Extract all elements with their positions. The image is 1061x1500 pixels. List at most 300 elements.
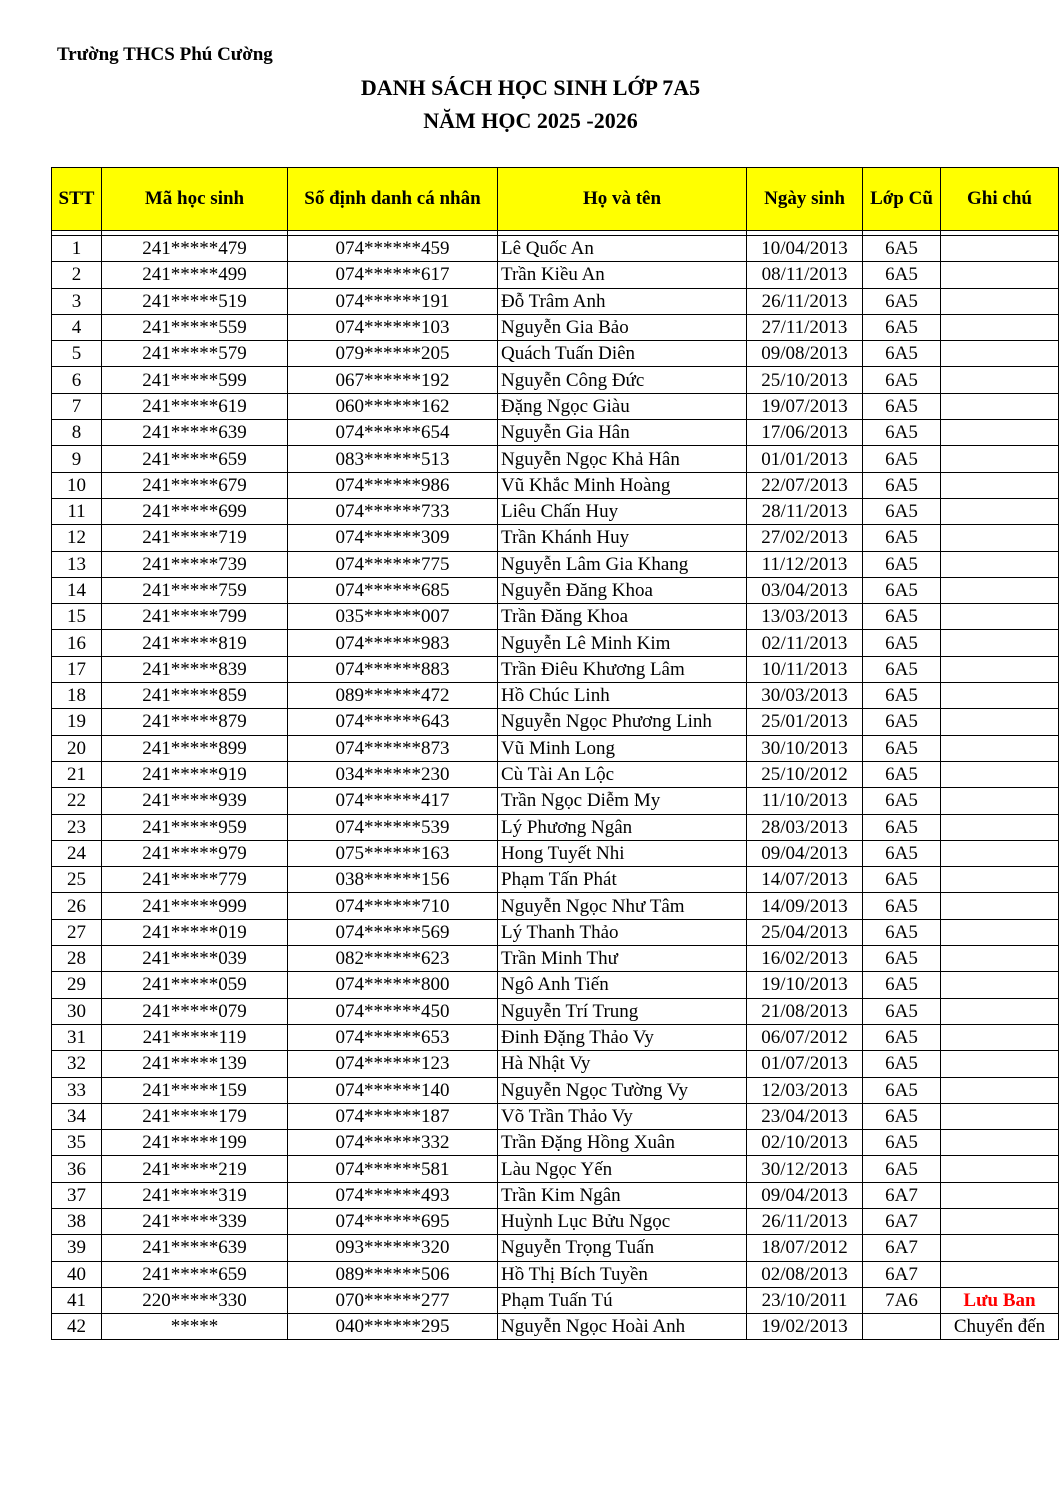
name-cell: Trần Kiều An [498,262,747,288]
table-row [52,946,1059,972]
student-id-cell: 241*****859 [102,683,288,709]
stt-cell: 38 [52,1208,102,1234]
old-class-cell: 6A7 [863,1235,941,1261]
old-class-cell: 6A7 [863,1182,941,1208]
student-id-cell: 241*****879 [102,709,288,735]
stt-cell: 19 [52,709,102,735]
note-cell [941,604,1059,630]
name-cell: Đinh Đặng Thảo Vy [498,1024,747,1050]
student-id-cell: 241*****999 [102,893,288,919]
personal-id-cell: 034******230 [288,761,498,787]
school-year: NĂM HỌC 2025 -2026 [423,108,638,133]
table-row [52,788,1059,814]
personal-id-cell: 074******569 [288,919,498,945]
student-id-cell: 241*****319 [102,1182,288,1208]
birth-date-cell: 21/08/2013 [747,998,863,1024]
note-cell [941,867,1059,893]
name-cell: Phạm Tấn Phát [498,867,747,893]
note-cell [941,420,1059,446]
old-class-cell: 6A5 [863,288,941,314]
old-class-cell: 6A5 [863,604,941,630]
student-id-cell: 241*****639 [102,420,288,446]
note-cell [941,840,1059,866]
note-cell [941,761,1059,787]
name-cell: Trần Đặng Hồng Xuân [498,1130,747,1156]
name-cell: Trần Khánh Huy [498,525,747,551]
birth-date-cell: 28/03/2013 [747,814,863,840]
student-id-cell: 241*****019 [102,919,288,945]
col-header-student-id: Mã học sinh [102,168,288,231]
student-id-cell: 241*****819 [102,630,288,656]
birth-date-cell: 08/11/2013 [747,262,863,288]
stt-cell: 30 [52,998,102,1024]
birth-date-cell: 16/02/2013 [747,946,863,972]
stt-cell: 28 [52,946,102,972]
name-cell: Nguyễn Ngọc Hoài Anh [498,1314,747,1340]
table-row [52,393,1059,419]
table-row [52,577,1059,603]
old-class-cell: 6A5 [863,630,941,656]
personal-id-cell: 074******539 [288,814,498,840]
student-id-cell: 241*****979 [102,840,288,866]
birth-date-cell: 09/04/2013 [747,840,863,866]
student-id-cell: 241*****579 [102,341,288,367]
old-class-cell: 6A7 [863,1208,941,1234]
name-cell: Nguyễn Lê Minh Kim [498,630,747,656]
old-class-cell: 6A5 [863,919,941,945]
note-cell [941,288,1059,314]
table-row [52,262,1059,288]
birth-date-cell: 02/10/2013 [747,1130,863,1156]
old-class-cell: 6A5 [863,498,941,524]
birth-date-cell: 02/08/2013 [747,1261,863,1287]
student-id-cell: 241*****519 [102,288,288,314]
table-row [52,1261,1059,1287]
table-row [52,604,1059,630]
name-cell: Nguyễn Công Đức [498,367,747,393]
note-cell [941,683,1059,709]
old-class-cell: 6A5 [863,709,941,735]
personal-id-cell: 089******472 [288,683,498,709]
birth-date-cell: 26/11/2013 [747,1208,863,1234]
birth-date-cell: 19/07/2013 [747,393,863,419]
student-id-cell: 241*****039 [102,946,288,972]
birth-date-cell: 28/11/2013 [747,498,863,524]
stt-cell: 11 [52,498,102,524]
old-class-cell: 6A5 [863,1156,941,1182]
name-cell: Võ Trần Thảo Vy [498,1103,747,1129]
table-row [52,683,1059,709]
table-row [52,1156,1059,1182]
birth-date-cell: 19/02/2013 [747,1314,863,1340]
table-row [52,998,1059,1024]
birth-date-cell: 23/10/2011 [747,1287,863,1313]
stt-cell: 34 [52,1103,102,1129]
student-id-cell: 241*****659 [102,1261,288,1287]
table-row [52,1314,1059,1340]
old-class-cell: 6A5 [863,1103,941,1129]
note-cell [941,577,1059,603]
table-row [52,341,1059,367]
stt-cell: 13 [52,551,102,577]
name-cell: Nguyễn Ngọc Khả Hân [498,446,747,472]
table-row [52,288,1059,314]
student-id-cell: 241*****779 [102,867,288,893]
stt-cell: 33 [52,1077,102,1103]
table-row [52,840,1059,866]
old-class-cell: 6A5 [863,525,941,551]
birth-date-cell: 25/10/2012 [747,761,863,787]
student-id-cell: 241*****939 [102,788,288,814]
student-id-cell: 241*****659 [102,446,288,472]
stt-cell: 35 [52,1130,102,1156]
old-class-cell: 7A6 [863,1287,941,1313]
old-class-cell: 6A5 [863,262,941,288]
stt-cell: 14 [52,577,102,603]
stt-cell: 22 [52,788,102,814]
note-cell [941,946,1059,972]
name-cell: Trần Minh Thư [498,946,747,972]
table-row [52,472,1059,498]
name-cell: Vũ Minh Long [498,735,747,761]
student-id-cell: 241*****119 [102,1024,288,1050]
note-cell [941,1103,1059,1129]
personal-id-cell: 075******163 [288,840,498,866]
old-class-cell: 6A5 [863,656,941,682]
old-class-cell: 6A5 [863,840,941,866]
student-id-cell: 241*****739 [102,551,288,577]
student-id-cell: 241*****079 [102,998,288,1024]
stt-cell: 1 [52,236,102,262]
table-row [52,814,1059,840]
old-class-cell: 6A5 [863,735,941,761]
name-cell: Nguyễn Gia Bảo [498,314,747,340]
table-row [52,630,1059,656]
personal-id-cell: 074******654 [288,420,498,446]
stt-cell: 23 [52,814,102,840]
birth-date-cell: 30/03/2013 [747,683,863,709]
name-cell: Hong Tuyết Nhi [498,840,747,866]
student-id-cell: 241*****719 [102,525,288,551]
name-cell: Đặng Ngọc Giàu [498,393,747,419]
personal-id-cell: 074******883 [288,656,498,682]
name-cell: Nguyễn Gia Hân [498,420,747,446]
note-cell [941,735,1059,761]
note-cell [941,367,1059,393]
birth-date-cell: 30/10/2013 [747,735,863,761]
stt-cell: 10 [52,472,102,498]
stt-cell: 6 [52,367,102,393]
personal-id-cell: 074******332 [288,1130,498,1156]
personal-id-cell: 093******320 [288,1235,498,1261]
student-table [51,167,1059,1340]
personal-id-cell: 060******162 [288,393,498,419]
table-row [52,498,1059,524]
stt-cell: 9 [52,446,102,472]
birth-date-cell: 09/04/2013 [747,1182,863,1208]
student-id-cell: 241*****799 [102,604,288,630]
stt-cell: 7 [52,393,102,419]
birth-date-cell: 17/06/2013 [747,420,863,446]
personal-id-cell: 074******191 [288,288,498,314]
col-header-personal-id: Số định danh cá nhân [288,168,498,231]
name-cell: Huỳnh Lục Bửu Ngọc [498,1208,747,1234]
note-cell [941,1077,1059,1103]
stt-cell: 12 [52,525,102,551]
old-class-cell: 6A5 [863,788,941,814]
student-id-cell: 241*****959 [102,814,288,840]
name-cell: Liêu Chấn Huy [498,498,747,524]
stt-cell: 40 [52,1261,102,1287]
name-cell: Nguyễn Đăng Khoa [498,577,747,603]
col-header-birth-date: Ngày sinh [747,168,863,231]
student-id-cell: 241*****499 [102,262,288,288]
name-cell: Ngô Anh Tiến [498,972,747,998]
col-header-old-class: Lớp Cũ [863,168,941,231]
birth-date-cell: 25/04/2013 [747,919,863,945]
old-class-cell: 6A5 [863,1077,941,1103]
table-row [52,1077,1059,1103]
note-cell: Lưu Ban [941,1287,1059,1313]
student-id-cell: ***** [102,1314,288,1340]
student-id-cell: 241*****219 [102,1156,288,1182]
table-row [52,1103,1059,1129]
note-cell [941,472,1059,498]
personal-id-cell: 074******450 [288,998,498,1024]
note-cell [941,1130,1059,1156]
birth-date-cell: 14/09/2013 [747,893,863,919]
old-class-cell: 6A5 [863,1130,941,1156]
name-cell: Nguyễn Trọng Tuấn [498,1235,747,1261]
stt-cell: 24 [52,840,102,866]
old-class-cell: 6A5 [863,341,941,367]
stt-cell: 3 [52,288,102,314]
table-row [52,1182,1059,1208]
birth-date-cell: 18/07/2012 [747,1235,863,1261]
name-cell: Trần Điêu Khương Lâm [498,656,747,682]
old-class-cell: 6A5 [863,998,941,1024]
note-cell [941,972,1059,998]
birth-date-cell: 27/11/2013 [747,314,863,340]
table-row [52,1051,1059,1077]
stt-cell: 27 [52,919,102,945]
student-id-cell: 241*****059 [102,972,288,998]
stt-cell: 32 [52,1051,102,1077]
stt-cell: 18 [52,683,102,709]
stt-cell: 5 [52,341,102,367]
personal-id-cell: 074******986 [288,472,498,498]
name-cell: Nguyễn Ngọc Tường Vy [498,1077,747,1103]
table-row [52,446,1059,472]
student-id-cell: 241*****559 [102,314,288,340]
note-cell [941,709,1059,735]
note-cell [941,893,1059,919]
birth-date-cell: 14/07/2013 [747,867,863,893]
name-cell: Hồ Thị Bích Tuyền [498,1261,747,1287]
note-cell [941,1235,1059,1261]
col-header-stt: STT [52,168,102,231]
name-cell: Trần Đăng Khoa [498,604,747,630]
old-class-cell: 6A5 [863,761,941,787]
table-row [52,420,1059,446]
birth-date-cell: 10/04/2013 [747,236,863,262]
old-class-cell: 6A5 [863,446,941,472]
table-row [52,1208,1059,1234]
personal-id-cell: 074******873 [288,735,498,761]
student-id-cell: 241*****639 [102,1235,288,1261]
note-cell [941,998,1059,1024]
old-class-cell: 6A5 [863,577,941,603]
table-row [52,919,1059,945]
personal-id-cell: 074******653 [288,1024,498,1050]
student-id-cell: 241*****899 [102,735,288,761]
stt-cell: 37 [52,1182,102,1208]
stt-cell: 8 [52,420,102,446]
birth-date-cell: 09/08/2013 [747,341,863,367]
table-row [52,761,1059,787]
note-cell [941,551,1059,577]
old-class-cell: 6A5 [863,236,941,262]
personal-id-cell: 079******205 [288,341,498,367]
note-cell [941,498,1059,524]
old-class-cell: 6A5 [863,814,941,840]
birth-date-cell: 13/03/2013 [747,604,863,630]
stt-cell: 29 [52,972,102,998]
personal-id-cell: 067******192 [288,367,498,393]
table-row [52,735,1059,761]
student-id-cell: 241*****839 [102,656,288,682]
birth-date-cell: 22/07/2013 [747,472,863,498]
note-cell [941,1024,1059,1050]
name-cell: Phạm Tuấn Tú [498,1287,747,1313]
student-id-cell: 241*****919 [102,761,288,787]
birth-date-cell: 23/04/2013 [747,1103,863,1129]
table-header-row [52,168,1059,231]
note-cell [941,788,1059,814]
birth-date-cell: 01/07/2013 [747,1051,863,1077]
table-row [52,972,1059,998]
note-cell [941,1156,1059,1182]
table-row [52,656,1059,682]
old-class-cell: 6A5 [863,314,941,340]
personal-id-cell: 040******295 [288,1314,498,1340]
school-name: Trường THCS Phú Cường [57,44,273,65]
birth-date-cell: 10/11/2013 [747,656,863,682]
student-id-cell: 241*****759 [102,577,288,603]
table-row [52,551,1059,577]
personal-id-cell: 038******156 [288,867,498,893]
old-class-cell: 6A5 [863,946,941,972]
personal-id-cell: 074******617 [288,262,498,288]
student-id-cell: 241*****159 [102,1077,288,1103]
table-row [52,367,1059,393]
student-id-cell: 241*****619 [102,393,288,419]
personal-id-cell: 074******643 [288,709,498,735]
student-id-cell: 241*****599 [102,367,288,393]
name-cell: Lý Phương Ngân [498,814,747,840]
old-class-cell: 6A5 [863,972,941,998]
personal-id-cell: 082******623 [288,946,498,972]
note-cell [941,656,1059,682]
old-class-cell: 6A5 [863,1051,941,1077]
name-cell: Đỗ Trâm Anh [498,288,747,314]
birth-date-cell: 11/10/2013 [747,788,863,814]
student-id-cell: 241*****179 [102,1103,288,1129]
stt-cell: 17 [52,656,102,682]
stt-cell: 26 [52,893,102,919]
old-class-cell: 6A5 [863,867,941,893]
note-cell: Chuyển đến [941,1314,1059,1340]
personal-id-cell: 074******775 [288,551,498,577]
personal-id-cell: 074******581 [288,1156,498,1182]
stt-cell: 16 [52,630,102,656]
birth-date-cell: 11/12/2013 [747,551,863,577]
personal-id-cell: 074******187 [288,1103,498,1129]
birth-date-cell: 03/04/2013 [747,577,863,603]
old-class-cell: 6A5 [863,393,941,419]
student-id-cell: 220*****330 [102,1287,288,1313]
document-title: DANH SÁCH HỌC SINH LỚP 7A5 [360,75,701,100]
student-id-cell: 241*****339 [102,1208,288,1234]
stt-cell: 20 [52,735,102,761]
note-cell [941,1208,1059,1234]
stt-cell: 15 [52,604,102,630]
personal-id-cell: 074******103 [288,314,498,340]
table-row [52,1024,1059,1050]
note-cell [941,919,1059,945]
student-id-cell: 241*****699 [102,498,288,524]
name-cell: Nguyễn Trí Trung [498,998,747,1024]
old-class-cell: 6A5 [863,420,941,446]
note-cell [941,1051,1059,1077]
name-cell: Lý Thanh Thảo [498,919,747,945]
personal-id-cell: 074******309 [288,525,498,551]
col-header-note: Ghi chú [941,168,1059,231]
table-row [52,1287,1059,1313]
old-class-cell: 6A5 [863,893,941,919]
name-cell: Làu Ngọc Yến [498,1156,747,1182]
note-cell [941,393,1059,419]
table-body [52,231,1059,1340]
note-cell [941,814,1059,840]
birth-date-cell: 26/11/2013 [747,288,863,314]
personal-id-cell: 074******733 [288,498,498,524]
old-class-cell [863,1314,941,1340]
personal-id-cell: 089******506 [288,1261,498,1287]
note-cell [941,446,1059,472]
personal-id-cell: 074******140 [288,1077,498,1103]
student-id-cell: 241*****479 [102,236,288,262]
note-cell [941,314,1059,340]
name-cell: Nguyễn Ngọc Như Tâm [498,893,747,919]
student-id-cell: 241*****199 [102,1130,288,1156]
student-id-cell: 241*****679 [102,472,288,498]
birth-date-cell: 27/02/2013 [747,525,863,551]
old-class-cell: 6A5 [863,472,941,498]
col-header-full-name: Họ và tên [498,168,747,231]
student-id-cell: 241*****139 [102,1051,288,1077]
name-cell: Nguyễn Lâm Gia Khang [498,551,747,577]
table-row [52,314,1059,340]
table-row [52,1130,1059,1156]
personal-id-cell: 035******007 [288,604,498,630]
personal-id-cell: 074******695 [288,1208,498,1234]
name-cell: Hồ Chúc Linh [498,683,747,709]
stt-cell: 36 [52,1156,102,1182]
personal-id-cell: 074******983 [288,630,498,656]
birth-date-cell: 06/07/2012 [747,1024,863,1050]
table-row [52,867,1059,893]
